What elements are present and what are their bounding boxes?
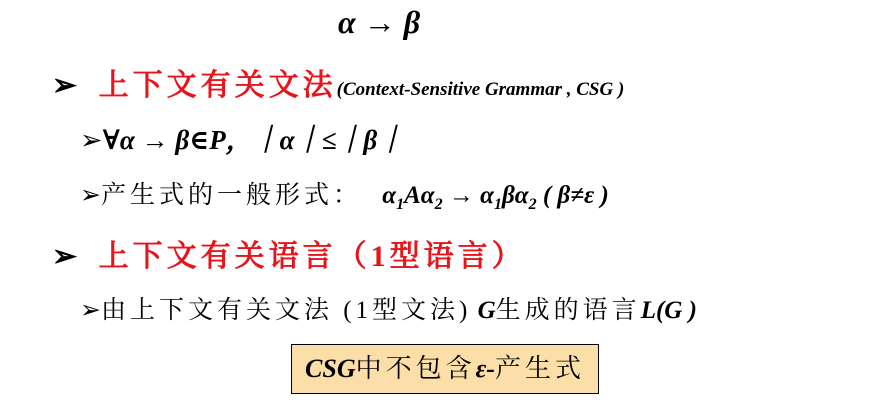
- csg-heading-subtitle: (Context-Sensitive Grammar , CSG ): [336, 79, 625, 100]
- general-form-label: 产生式的一般形式：: [100, 182, 362, 209]
- general-form-line: [80, 175, 609, 214]
- language-heading-line: [52, 231, 526, 275]
- note-csg: CSG: [305, 354, 356, 383]
- sub-bullet-arrow-icon: ➢: [80, 125, 103, 155]
- sub-bullet-arrow-icon: ➢: [80, 182, 101, 209]
- bullet-arrow-icon: ➢: [52, 69, 78, 102]
- grammar-symbol: G: [471, 297, 496, 324]
- general-form-formula: $\alpha_1A\alpha_2 \to \alpha_1\beta\alpha_2$ ( β≠ε ): [382, 182, 609, 213]
- sub-bullet-arrow-icon: ➢: [80, 297, 101, 324]
- rule-title: α → β: [338, 4, 421, 40]
- csg-heading: 上下文有关文法: [98, 69, 337, 102]
- language-heading: 上下文有关语言（1型语言）: [98, 240, 526, 273]
- condition-line: [80, 118, 404, 157]
- language-symbol: L(G ): [640, 297, 697, 324]
- bullet-arrow-icon: ➢: [52, 240, 78, 273]
- csg-heading-line: [52, 60, 624, 104]
- language-desc-text-2: 生成的语言: [495, 297, 641, 324]
- note-text-2: 产生式: [494, 354, 585, 383]
- note-epsilon: ε-: [475, 354, 495, 383]
- condition-formula: ∀α → β∈P，｜α｜≤｜β｜: [102, 125, 405, 155]
- language-description-line: [80, 290, 697, 326]
- note-box: [291, 344, 599, 394]
- note-text: 中不包含: [355, 354, 476, 383]
- language-desc-text: 由上下文有关文法 (1型文法): [100, 297, 472, 324]
